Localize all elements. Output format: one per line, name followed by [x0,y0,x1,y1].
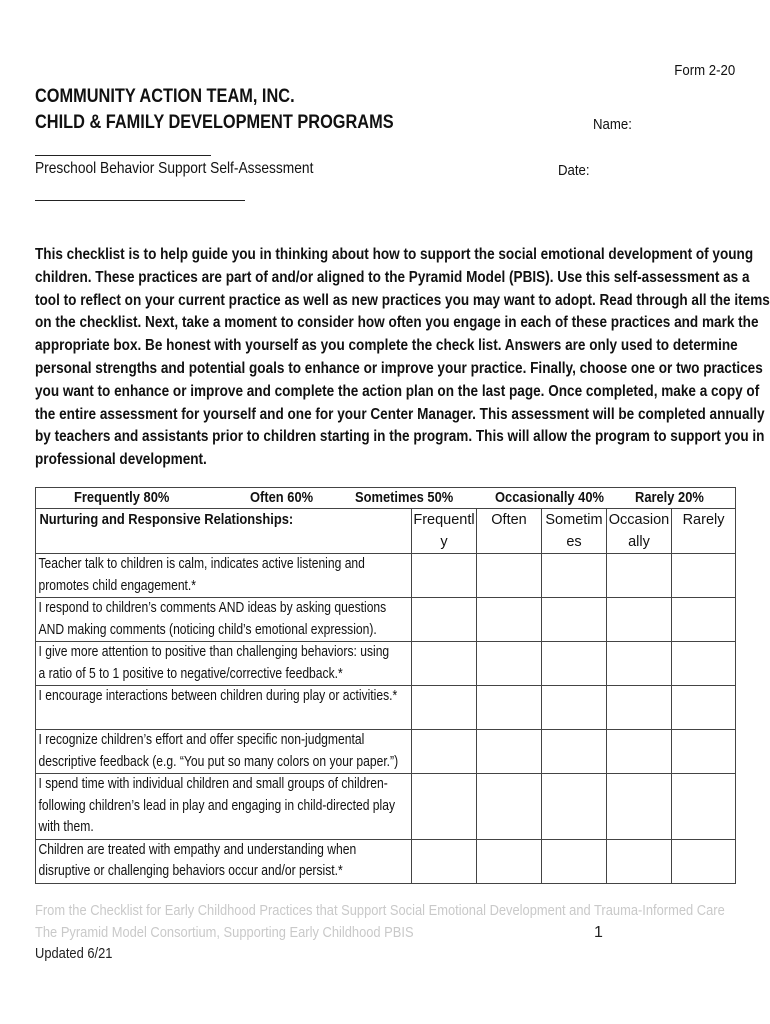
checkbox-sometimes[interactable] [542,598,607,642]
checkbox-occasionally[interactable] [607,774,672,840]
checklist-row [36,642,736,686]
practice-text-line [39,708,398,730]
practice-text-line: a ratio of 5 to 1 positive to negative/corrective feedback.* [38,665,343,682]
scale-frequently: Frequently 80% [74,489,170,506]
checklist-row [36,730,736,774]
checklist-row [36,774,736,840]
practice-text-line: I respond to children’s comments AND ideas by asking questions [38,600,387,616]
practice-text-line: disruptive or challenging behaviors occur and/or persist.* [38,863,343,879]
checkbox-occasionally[interactable] [607,598,672,642]
col-header-occasionally: Occasion ally [607,509,672,554]
intro-line: appropriate box. Be honest with yourself as you complete the check list. Answers are only used to determine [35,337,738,355]
checkbox-sometimes[interactable] [542,642,607,686]
checkbox-often[interactable] [477,554,542,598]
col-header-rarely: Rarely [672,509,736,554]
checkbox-often[interactable] [477,730,542,774]
date-line[interactable] [35,200,245,201]
checkbox-occasionally[interactable] [607,730,672,774]
checkbox-occasionally[interactable] [607,642,672,686]
intro-line: professional development. [35,451,207,469]
checkbox-frequently[interactable] [412,642,477,686]
checklist-table [35,487,736,884]
practice-text-line: Teacher talk to children is calm, indicates active listening and [38,556,365,572]
practice-text-line: Children are treated with empathy and understanding when [38,841,357,858]
intro-line: the entire assessment for yourself and one for your Center Manager. This assessment will be completed annually [35,405,765,423]
source-citation-line1: From the Checklist for Early Childhood Practices that Support Social Emotional Development and Trauma-Informed Care [35,902,725,919]
frequency-scale-row [36,488,736,509]
col-header-often: Often [477,509,542,554]
program-name: CHILD & FAMILY DEVELOPMENT PROGRAMS [35,112,394,133]
intro-line: children. These practices are part of and/or aligned to the Pyramid Model (PBIS). Use this self-assessment as a [35,268,750,286]
checklist-row [36,686,736,730]
checkbox-often[interactable] [477,839,542,883]
section-title: Nurturing and Responsive Relationships: [39,511,294,528]
name-label: Name: [593,116,632,133]
checkbox-sometimes[interactable] [542,839,607,883]
scale-often: Often 60% [250,489,314,506]
practice-statement [36,598,412,642]
intro-line: by teachers and assistants prior to children starting in the program. This will allow the program to support you in [35,428,765,446]
checkbox-frequently[interactable] [412,730,477,774]
checkbox-occasionally[interactable] [607,839,672,883]
practice-statement [36,686,412,730]
checkbox-frequently[interactable] [412,598,477,642]
practice-statement [36,554,412,598]
scale-occasionally: Occasionally 40% [495,489,605,506]
scale-sometimes: Sometimes 50% [355,489,454,506]
checkbox-occasionally[interactable] [607,554,672,598]
checkbox-rarely[interactable] [672,774,736,840]
scale-rarely: Rarely 20% [635,489,704,506]
form-title: Preschool Behavior Support Self-Assessment [35,160,314,177]
practice-text-line: with them. [38,819,94,835]
checkbox-rarely[interactable] [672,642,736,686]
practice-text-line: I recognize children’s effort and offer specific non-judgmental [38,732,365,748]
checkbox-sometimes[interactable] [542,554,607,598]
practice-text-line: I spend time with individual children and small groups of children- [38,776,388,792]
checkbox-rarely[interactable] [672,730,736,774]
intro-line: you want to enhance or improve and complete the action plan on the last page. Once completed, make a copy of [35,382,760,400]
intro-line: This checklist is to help guide you in thinking about how to support the social emotional development of young [35,246,754,263]
checkbox-rarely[interactable] [672,554,736,598]
col-header-frequently: Frequentl y [412,509,477,554]
checkbox-often[interactable] [477,774,542,840]
practice-statement [36,839,412,883]
practice-statement [36,730,412,774]
checkbox-rarely[interactable] [672,839,736,883]
page-number: 1 [594,924,603,941]
column-header-row [36,509,736,554]
practice-text-line: I give more attention to positive than challenging behaviors: using [38,644,390,660]
practice-statement [36,774,412,840]
practice-statement [36,642,412,686]
checklist-row [36,598,736,642]
practice-text-line: I encourage interactions between children during play or activities.* [38,688,398,704]
checkbox-frequently[interactable] [412,554,477,598]
checkbox-often[interactable] [477,598,542,642]
intro-line: tool to reflect on your current practice as well as new practices you may want to adopt. Read through all the items [35,291,770,309]
checkbox-rarely[interactable] [672,598,736,642]
checkbox-sometimes[interactable] [542,774,607,840]
form-number: Form 2-20 [674,62,735,79]
name-line[interactable] [35,155,211,156]
date-label: Date: [558,162,590,179]
intro-line: on the checklist. Next, take a moment to consider how often you engage in each of these practices and mark the [35,314,759,332]
checkbox-sometimes[interactable] [542,686,607,730]
intro-paragraph [35,244,770,472]
checkbox-sometimes[interactable] [542,730,607,774]
intro-line: personal strengths and potential goals to enhance or improve your practice. Finally, choose one or two practices [35,359,763,377]
checkbox-frequently[interactable] [412,774,477,840]
checkbox-frequently[interactable] [412,686,477,730]
col-header-sometimes: Sometim es [542,509,607,554]
practice-text-line: promotes child engagement.* [38,577,197,594]
checkbox-often[interactable] [477,686,542,730]
practice-text-line: AND making comments (noticing child’s emotional expression). [38,621,377,638]
checkbox-frequently[interactable] [412,839,477,883]
checklist-row [36,839,736,883]
source-citation-line2: The Pyramid Model Consortium, Supporting Early Childhood PBIS [35,924,414,941]
checkbox-occasionally[interactable] [607,686,672,730]
updated-date: Updated 6/21 [35,945,113,962]
checkbox-rarely[interactable] [672,686,736,730]
practice-text-line: following children’s lead in play and engaging in child-directed play [38,797,396,814]
practice-text-line: descriptive feedback (e.g. “You put so many colors on your paper.”) [38,753,399,770]
checklist-row [36,554,736,598]
checkbox-often[interactable] [477,642,542,686]
organization-name: COMMUNITY ACTION TEAM, INC. [35,86,295,107]
